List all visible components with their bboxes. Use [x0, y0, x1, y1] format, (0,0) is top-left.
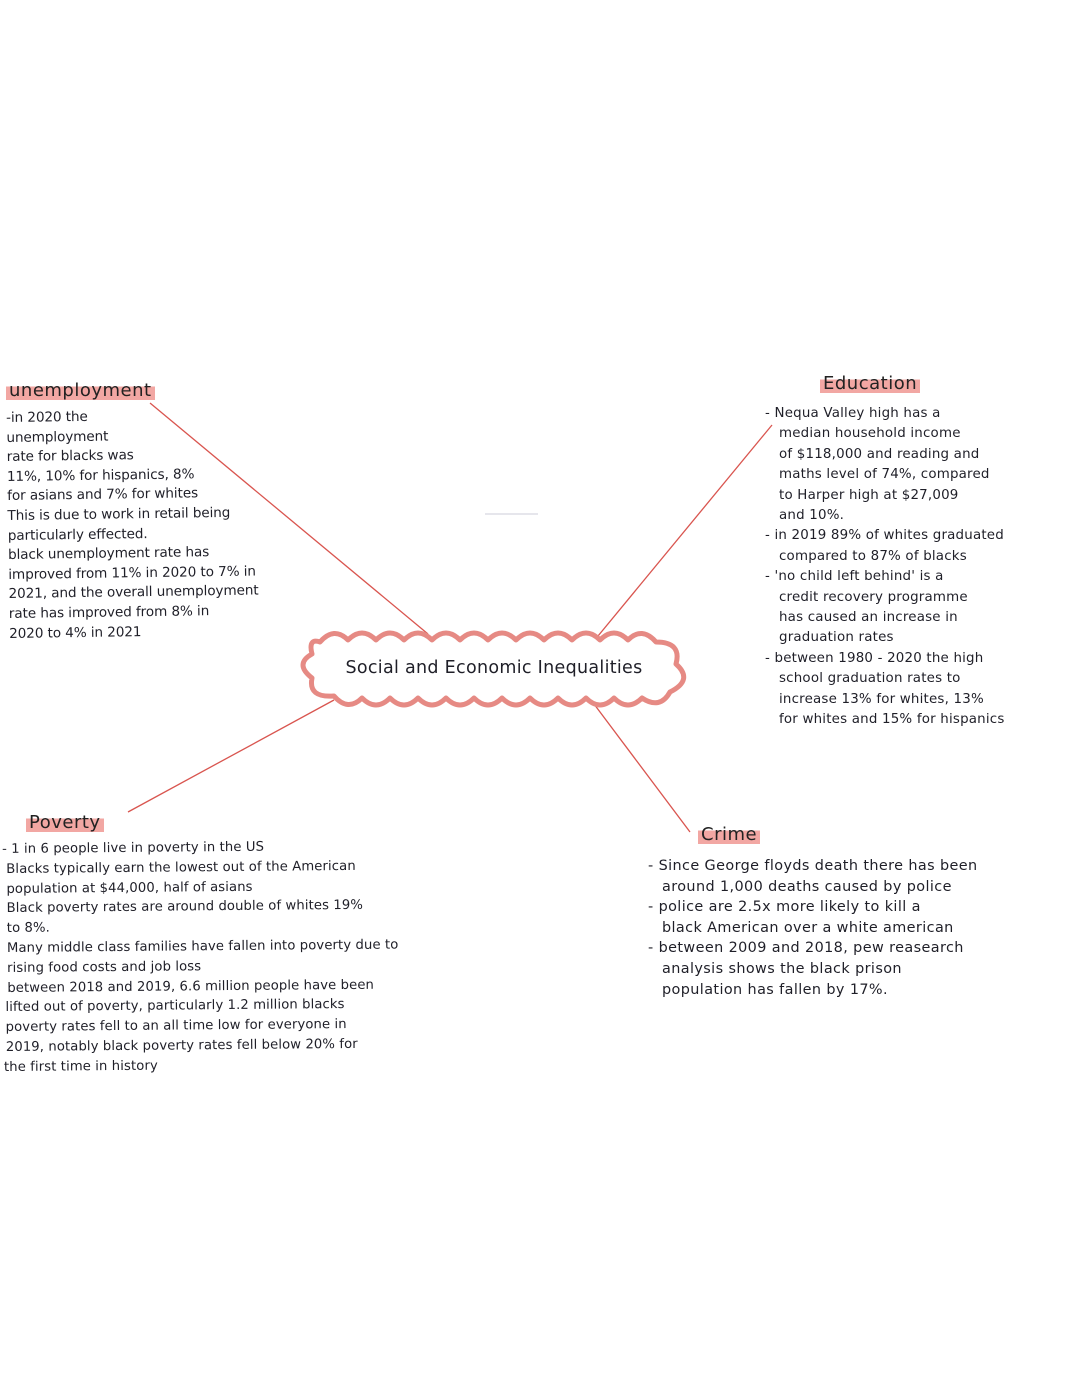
unemployment-line: rate for blacks was [6, 447, 134, 466]
central-topic-title: Social and Economic Inequalities [345, 658, 643, 678]
crime-line: - Since George floyds death there has been [648, 858, 978, 874]
poverty-line: population at $44,000, half of asians [6, 879, 253, 897]
poverty-heading-text: Poverty [26, 812, 104, 833]
poverty-line: Blacks typically earn the lowest out of the American [6, 858, 356, 877]
education-line: increase 13% for whites, 13% [779, 691, 984, 707]
unemployment-heading-text: unemployment [6, 380, 155, 401]
education-line: school graduation rates to [779, 671, 961, 687]
education-line: maths level of 74%, compared [779, 467, 990, 483]
crime-line: around 1,000 deaths caused by police [662, 878, 952, 895]
unemployment-heading [6, 380, 155, 402]
unemployment-line: 2020 to 4% in 2021 [9, 623, 142, 642]
unemployment-line: black unemployment rate has [7, 544, 210, 564]
crime-line: population has fallen by 17%. [662, 981, 888, 998]
education-notes [765, 404, 1077, 731]
poverty-line: rising food costs and job loss [7, 959, 202, 976]
crime-heading-text: Crime [698, 824, 760, 845]
education-heading-text: Education [820, 373, 920, 394]
education-line: of $118,000 and reading and [779, 446, 980, 462]
poverty-line: 2019, notably black poverty rates fell below 20% for [5, 1036, 358, 1055]
connector-education [598, 425, 772, 636]
poverty-line: - 1 in 6 people live in poverty in the US [2, 839, 265, 857]
unemployment-line: 11%, 10% for hispanics, 8% [6, 466, 195, 485]
unemployment-line: 2021, and the overall unemployment [8, 582, 259, 603]
education-line: - Nequa Valley high has a [765, 406, 941, 421]
poverty-line: the first time in history [3, 1058, 158, 1075]
unemployment-line: This is due to work in retail being [7, 504, 231, 524]
crime-line: analysis shows the black prison [662, 960, 902, 977]
poverty-line: Many middle class families have fallen into poverty due to [6, 937, 399, 956]
crime-line: black American over a white american [662, 919, 954, 936]
poverty-line: lifted out of poverty, particularly 1.2 million blacks [5, 997, 345, 1016]
education-line: credit recovery programme [779, 589, 968, 605]
unemployment-line: -in 2020 the [6, 408, 88, 426]
education-line: compared to 87% of blacks [779, 548, 967, 564]
education-line: and 10%. [779, 508, 845, 524]
unemployment-line: for asians and 7% for whites [7, 485, 199, 505]
education-line: - in 2019 89% of whites graduated [765, 528, 1004, 544]
education-line: has caused an increase in [779, 610, 958, 626]
unemployment-notes [6, 404, 349, 644]
education-line: to Harper high at $27,009 [779, 487, 959, 503]
poverty-notes [2, 835, 524, 1077]
crime-line: - police are 2.5x more likely to kill a [648, 899, 921, 916]
unemployment-line: particularly effected. [7, 525, 148, 544]
unemployment-line: rate has improved from 8% in [8, 603, 210, 622]
poverty-heading [26, 812, 104, 834]
poverty-line: to 8%. [6, 920, 50, 937]
connector-crime [594, 704, 690, 832]
poverty-line: Black poverty rates are around double of whites 19% [6, 898, 364, 917]
connector-poverty [128, 700, 334, 812]
education-line: median household income [779, 426, 961, 442]
unemployment-line: unemployment [6, 428, 109, 446]
poverty-line: poverty rates fell to an all time low for everyone in [5, 1017, 347, 1036]
education-line: graduation rates [779, 630, 894, 646]
crime-heading [698, 824, 760, 846]
education-heading [820, 373, 920, 395]
education-line: - between 1980 - 2020 the high [765, 650, 984, 666]
education-line: - 'no child left behind' is a [765, 569, 944, 585]
education-line: for whites and 15% for hispanics [779, 712, 1005, 728]
crime-notes [648, 856, 1076, 1000]
poverty-line: between 2018 and 2019, 6.6 million people have been [7, 977, 375, 996]
crime-line: - between 2009 and 2018, pew reasearch [648, 940, 964, 957]
unemployment-line: improved from 11% in 2020 to 7% in [8, 563, 256, 583]
